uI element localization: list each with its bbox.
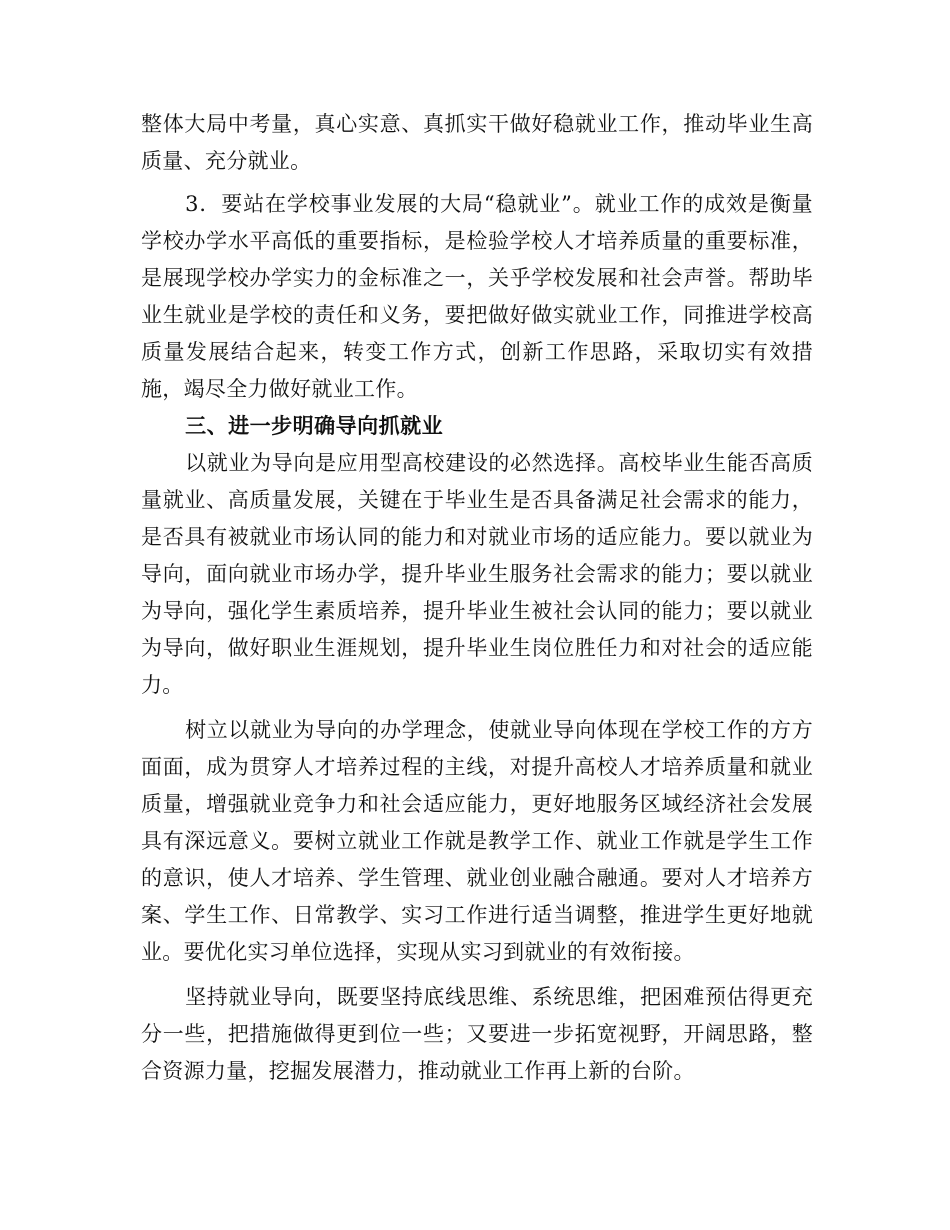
paragraph-adhere-orientation: 坚持就业导向，既要坚持底线思维、系统思维，把困难预估得更充分一些，把措施做得更到位一些；又要进一步拓宽视野，开阔思路，整合资源力量，挖掘发展潜力，推动就业工作再上新的台阶。	[141, 985, 813, 1083]
paragraph-employment-orientation: 以就业为导向是应用型高校建设的必然选择。高校毕业生能否高质量就业、高质量发展，关键在于毕业生是否具备满足社会需求的能力，是否具有被就业市场认同的能力和对就业市场的适应能力。要以就业为导向，面向就业市场办学，提升毕业生服务社会需求的能力；要以就业为导向，强化学生素质培养，提升毕业生被社会认同的能力；要以就业为导向，做好职业生涯规划，提升毕业生岗位胜任力和对社会的适应能力。	[141, 451, 813, 697]
section-heading: 三、进一步明确导向抓就业	[185, 414, 444, 438]
paragraph-continuation: 整体大局中考量，真心实意、真抓实干做好稳就业工作，推动毕业生高质量、充分就业。	[141, 112, 813, 173]
paragraph-point-3: 3．要站在学校事业发展的大局“稳就业”。就业工作的成效是衡量学校办学水平高低的重要指标，是检验学校人才培养质量的重要标准，是展现学校办学实力的金标准之一，关乎学校发展和社会声誉。帮助毕业生就业是学校的责任和义务，要把做好做实就业工作，同推进学校高质量发展结合起来，转变工作方式，创新工作思路，采取切实有效措施，竭尽全力做好就业工作。	[141, 192, 813, 401]
paragraph-school-philosophy: 树立以就业为导向的办学理念，使就业导向体现在学校工作的方方面面，成为贯穿人才培养过程的主线，对提升高校人才培养质量和就业质量，增强就业竞争力和社会适应能力，更好地服务区域经济社会发展具有深远意义。要树立就业工作就是教学工作、就业工作就是学生工作的意识，使人才培养、学生管理、就业创业融合融通。要对人才培养方案、学生工作、日常教学、实习工作进行适当调整，推进学生更好地就业。要优化实习单位选择，实现从实习到就业的有效衔接。	[141, 718, 813, 964]
document-body	[141, 106, 813, 1090]
